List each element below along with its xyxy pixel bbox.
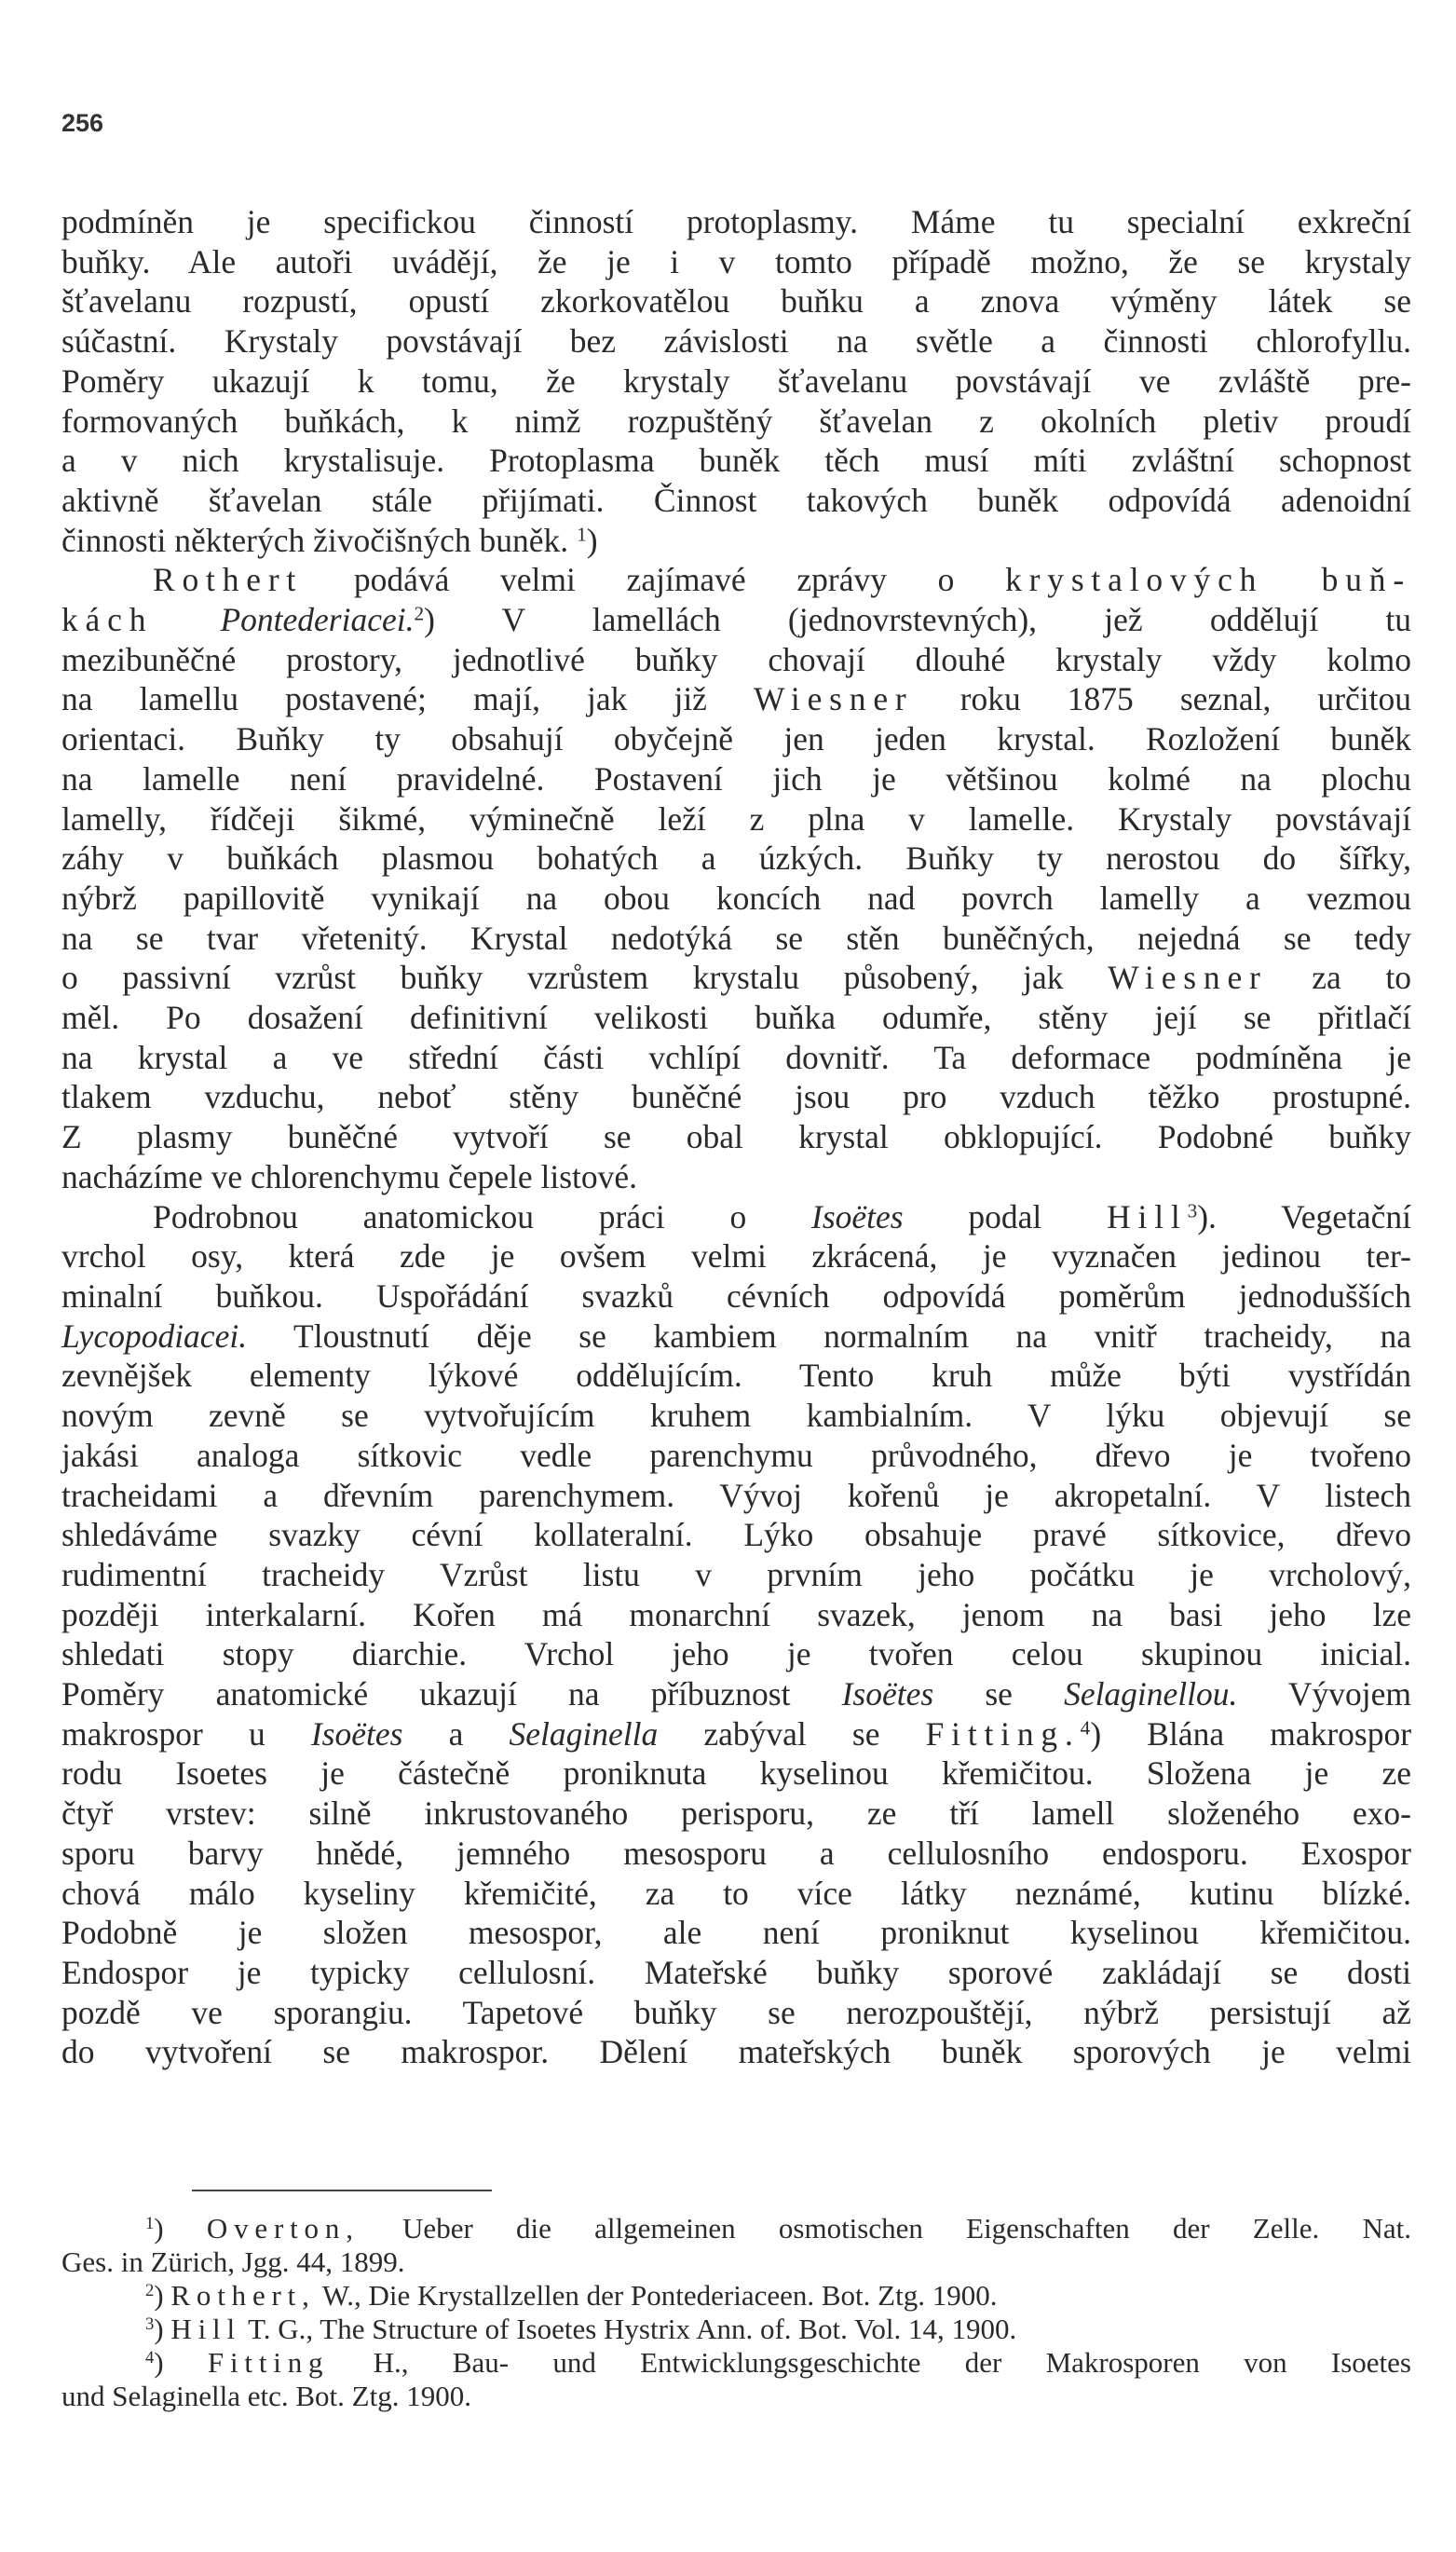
- author-name: Rothert: [153, 561, 304, 599]
- text-line: na krystal a ve střední části vchlípí dovnitř. Ta deformace podmíněna je: [61, 1038, 1411, 1076]
- footnote-ref: 1: [577, 522, 587, 545]
- text-line: lamelly, řídčeji šikmé, výminečně leží z plna v lamelle. Krystaly povstávají: [61, 799, 1411, 838]
- text-segment: podává velmi zajímavé zprávy o: [353, 561, 955, 599]
- text-line: Z plasmy buněčné vytvoří se obal krystal obklopující. Podobné buňky: [61, 1118, 1411, 1156]
- text-line: zevnějšek elementy lýkové oddělujícím. Tento kruh může býti vystřídán: [61, 1357, 1411, 1395]
- text-segment: roku 1875 seznal, určitou: [959, 680, 1412, 718]
- footnote-ref: 3: [1187, 1198, 1198, 1221]
- body-text: [61, 202, 1411, 2072]
- text-line: buňky. Ale autoři uvádějí, že je i v tomto případě možno, že se krystaly: [61, 242, 1411, 280]
- footnote: $^4$) Fitting H., Bau- und Entwicklungsgeschichte der Makrosporen von Isoetes: [145, 2346, 1411, 2379]
- footnote-marker: 4: [145, 2347, 155, 2368]
- text-line: tracheidami a dřevním parenchymem. Vývoj kořenů je akropetalní. V listech: [61, 1476, 1411, 1514]
- footnote: $^2$) Rothert, W., Die Krystallzellen der Pontederiaceen. Bot. Ztg. 1900.: [145, 2279, 998, 2312]
- text-line: [61, 679, 1411, 719]
- text-line: shledáváme svazky cévní kollateralní. Lýko obsahuje pravé sítkovice, dřevo: [61, 1516, 1411, 1554]
- footnote-divider: [192, 2190, 492, 2191]
- footnote-continuation: und Selaginella etc. Bot. Ztg. 1900.: [61, 2380, 471, 2412]
- footnote-text: T. G., The Structure of Isoetes Hystrix Ann. of. Bot. Vol. 14, 1900.: [248, 2313, 1017, 2345]
- text-segment: makrospor u: [61, 1714, 265, 1753]
- taxon-name: Pontederiacei.: [220, 601, 415, 639]
- footnote-author: Rothert,: [170, 2279, 316, 2312]
- author-name: Hill: [1107, 1197, 1188, 1235]
- text-line: novým zevně se vytvořujícím kruhem kambialním. V lýku objevují se: [61, 1397, 1411, 1435]
- text-segment: za to: [1312, 959, 1411, 997]
- text-line: sporu barvy hnědé, jemného mesosporu a cellulosního endosporu. Exospor: [61, 1834, 1411, 1872]
- spaced-term: kách: [61, 601, 154, 639]
- text-line: měl. Po dosažení definitivní velikosti buňka odumře, stěny její se přitlačí: [61, 999, 1411, 1037]
- text-line: formovaných buňkách, k nimž rozpuštěný šťavelan z okolních pletiv proudí: [61, 402, 1411, 440]
- taxon-name: Isoëtes: [310, 1714, 403, 1753]
- text-segment: se: [985, 1675, 1013, 1713]
- author-name: Wiesner: [1108, 959, 1268, 997]
- text-line: [61, 560, 1411, 600]
- text-line: mezibuněčné prostory, jednotlivé buňky chovají dlouhé krystaly vždy kolmo: [61, 640, 1411, 678]
- text-line: minalní buňkou. Uspořádání svazků cévních odpovídá poměrům jednodušších: [61, 1276, 1411, 1315]
- text-line: později interkalarní. Kořen má monarchní svazek, jenom na basi jeho lze: [61, 1595, 1411, 1633]
- taxon-name: Isoëtes: [841, 1675, 934, 1713]
- text-line: [61, 1317, 1411, 1357]
- footnote-text: W., Die Krystallzellen der Pontederiaceen. Bot. Ztg. 1900.: [321, 2279, 998, 2312]
- text-line: činnosti některých živočišných buněk. $^1$): [61, 521, 598, 559]
- taxon-name: Selaginella: [509, 1714, 659, 1753]
- footnotes: [61, 2212, 1411, 2413]
- footnote-marker: 3: [145, 2313, 155, 2334]
- text-line: Podrobnou anatomickou práci o Isoëtes podal Hill$^3$). Vegetační: [153, 1197, 1412, 1235]
- text-line: vrchol osy, která zde je ovšem velmi zkrácená, je vyznačen jedinou ter-: [61, 1237, 1411, 1276]
- text-line: čtyř vrstev: silně inkrustovaného perisporu, ze tří lamell složeného exo-: [61, 1795, 1411, 1833]
- text-line: nýbrž papillovitě vynikají na obou koncích nad povrch lamelly a vezmou: [61, 879, 1411, 917]
- footnote-author: Fitting: [207, 2346, 330, 2379]
- footnote-text: H., Bau- und Entwicklungsgeschichte der Makrosporen von Isoetes: [373, 2346, 1411, 2379]
- text-line: na lamelle není pravidelné. Postavení jich je většinou kolmé na plochu: [61, 759, 1411, 798]
- footnote-continuation: Ges. in Zürich, Jgg. 44, 1899.: [61, 2245, 405, 2278]
- text-segment: Vývojem: [1287, 1675, 1412, 1713]
- footnote-ref: 4: [1080, 1716, 1091, 1740]
- footnote-marker: 2: [145, 2280, 155, 2300]
- text-segment: Tloustnutí děje se kambiem normalním na vnitř tracheidy, na: [293, 1317, 1411, 1355]
- text-line: záhy v buňkách plasmou bohatých a úzkých. Buňky ty nerostou do šířky,: [61, 839, 1411, 878]
- text-line: chová málo kyseliny křemičité, za to více látky neznámé, kutinu blízké.: [61, 1874, 1411, 1912]
- text-line: [61, 958, 1411, 998]
- text-segment: o passivní vzrůst buňky vzrůstem krystalu působený, jak: [61, 959, 1064, 997]
- text-line: Podobně je složen mesospor, ale není proniknut kyselinou křemičitou.: [61, 1914, 1411, 1952]
- text-segment: podal: [968, 1197, 1042, 1235]
- text-line: do vytvoření se makrospor. Dělení mateřských buněk sporových je velmi: [61, 2033, 1411, 2071]
- text-line: makrospor u Isoëtes a Selaginella zabýval se Fitting.$^4$) Blána makrospor: [61, 1714, 1412, 1753]
- footnote-author: Hill: [170, 2313, 241, 2345]
- text-line: podmíněn je specifickou činností protoplasmy. Máme tu specialní exkreční: [61, 203, 1411, 240]
- text-segment: Podrobnou anatomickou práci o: [153, 1197, 747, 1235]
- text-segment: V lamellách (jednovrstevných), jež oddělují tu: [501, 601, 1411, 639]
- text-line: Endospor je typicky cellulosní. Mateřské buňky sporové zakládají se dosti: [61, 1953, 1411, 1991]
- spaced-term: krystalových buň-: [1005, 561, 1411, 599]
- text-line: šťavelanu rozpustí, opustí zkorkovatělou buňku a znova výměny látek se: [61, 282, 1411, 321]
- text-segment: Poměry anatomické ukazují na příbuznost: [61, 1675, 791, 1713]
- text-line: nacházíme ve chlorenchymu čepele listové.: [61, 1157, 638, 1195]
- author-name: Fitting.: [925, 1714, 1081, 1753]
- taxon-name: Isoëtes: [811, 1197, 904, 1235]
- text-line: tlakem vzduchu, neboť stěny buněčné jsou pro vzduch těžko prostupné.: [61, 1078, 1411, 1116]
- text-segment: Blána makrospor: [1147, 1714, 1412, 1753]
- footnote-marker: 1: [145, 2213, 155, 2233]
- text-line: jakási analoga sítkovic vedle parenchymu průvodného, dřevo je tvořeno: [61, 1436, 1411, 1474]
- text-line: orientaci. Buňky ty obsahují obyčejně jen jeden krystal. Rozložení buněk: [61, 720, 1411, 758]
- text-segment: na lamellu postavené; mají, jak již: [61, 680, 707, 718]
- text-line: [61, 1674, 1411, 1714]
- text-line: na se tvar vřetenitý. Krystal nedotýká se stěn buněčných, nejedná se tedy: [61, 919, 1411, 957]
- text-line: rodu Isoetes je částečně proniknuta kyselinou křemičitou. Složena je ze: [61, 1754, 1411, 1793]
- footnote-text: Ueber die allgemeinen osmotischen Eigenschaften der Zelle. Nat.: [402, 2212, 1412, 2245]
- text-line: pozdě ve sporangiu. Tapetové buňky se nerozpouštějí, nýbrž persistují až: [61, 1993, 1411, 2031]
- taxon-name: Lycopodiacei.: [61, 1317, 248, 1355]
- text-segment: Vegetační: [1281, 1197, 1412, 1235]
- text-line: shledati stopy diarchie. Vrchol jeho je tvořen celou skupinou inicial.: [61, 1635, 1411, 1673]
- footnote-ref: 2: [414, 602, 425, 625]
- taxon-name: Selaginellou.: [1064, 1675, 1238, 1713]
- text-line: aktivně šťavelan stále přijímati. Činnost takových buněk odpovídá adenoidní: [61, 481, 1411, 519]
- text-line: Poměry ukazují k tomu, že krystaly šťavelanu povstávají ve zvláště pre-: [61, 362, 1411, 400]
- footnote: $^3$) Hill T. G., The Structure of Isoetes Hystrix Ann. of. Bot. Vol. 14, 1900.: [145, 2313, 1017, 2345]
- author-name: Wiesner: [754, 680, 914, 718]
- footnote-author: Overton,: [206, 2212, 360, 2245]
- text-line: kách Pontederiacei.$^2$) V lamellách (jednovrstevných), jež oddělují tu: [61, 601, 1411, 639]
- text-line: súčastní. Krystaly povstávají bez závislosti na světle a činnosti chlorofyllu.: [61, 322, 1411, 361]
- text-segment: zabýval se: [703, 1714, 880, 1753]
- text-segment: a: [448, 1714, 464, 1753]
- text-line: a v nich krystalisuje. Protoplasma buněk těch musí míti zvláštní schopnost: [61, 442, 1411, 480]
- text-segment: činnosti některých živočišných buněk.: [61, 521, 569, 559]
- page-number: 256: [61, 109, 104, 137]
- footnote: $^1$) Overton, Ueber die allgemeinen osmotischen Eigenschaften der Zelle. Nat.: [145, 2212, 1412, 2245]
- text-line: rudimentní tracheidy Vzrůst listu v prvním jeho počátku je vrcholový,: [61, 1555, 1411, 1593]
